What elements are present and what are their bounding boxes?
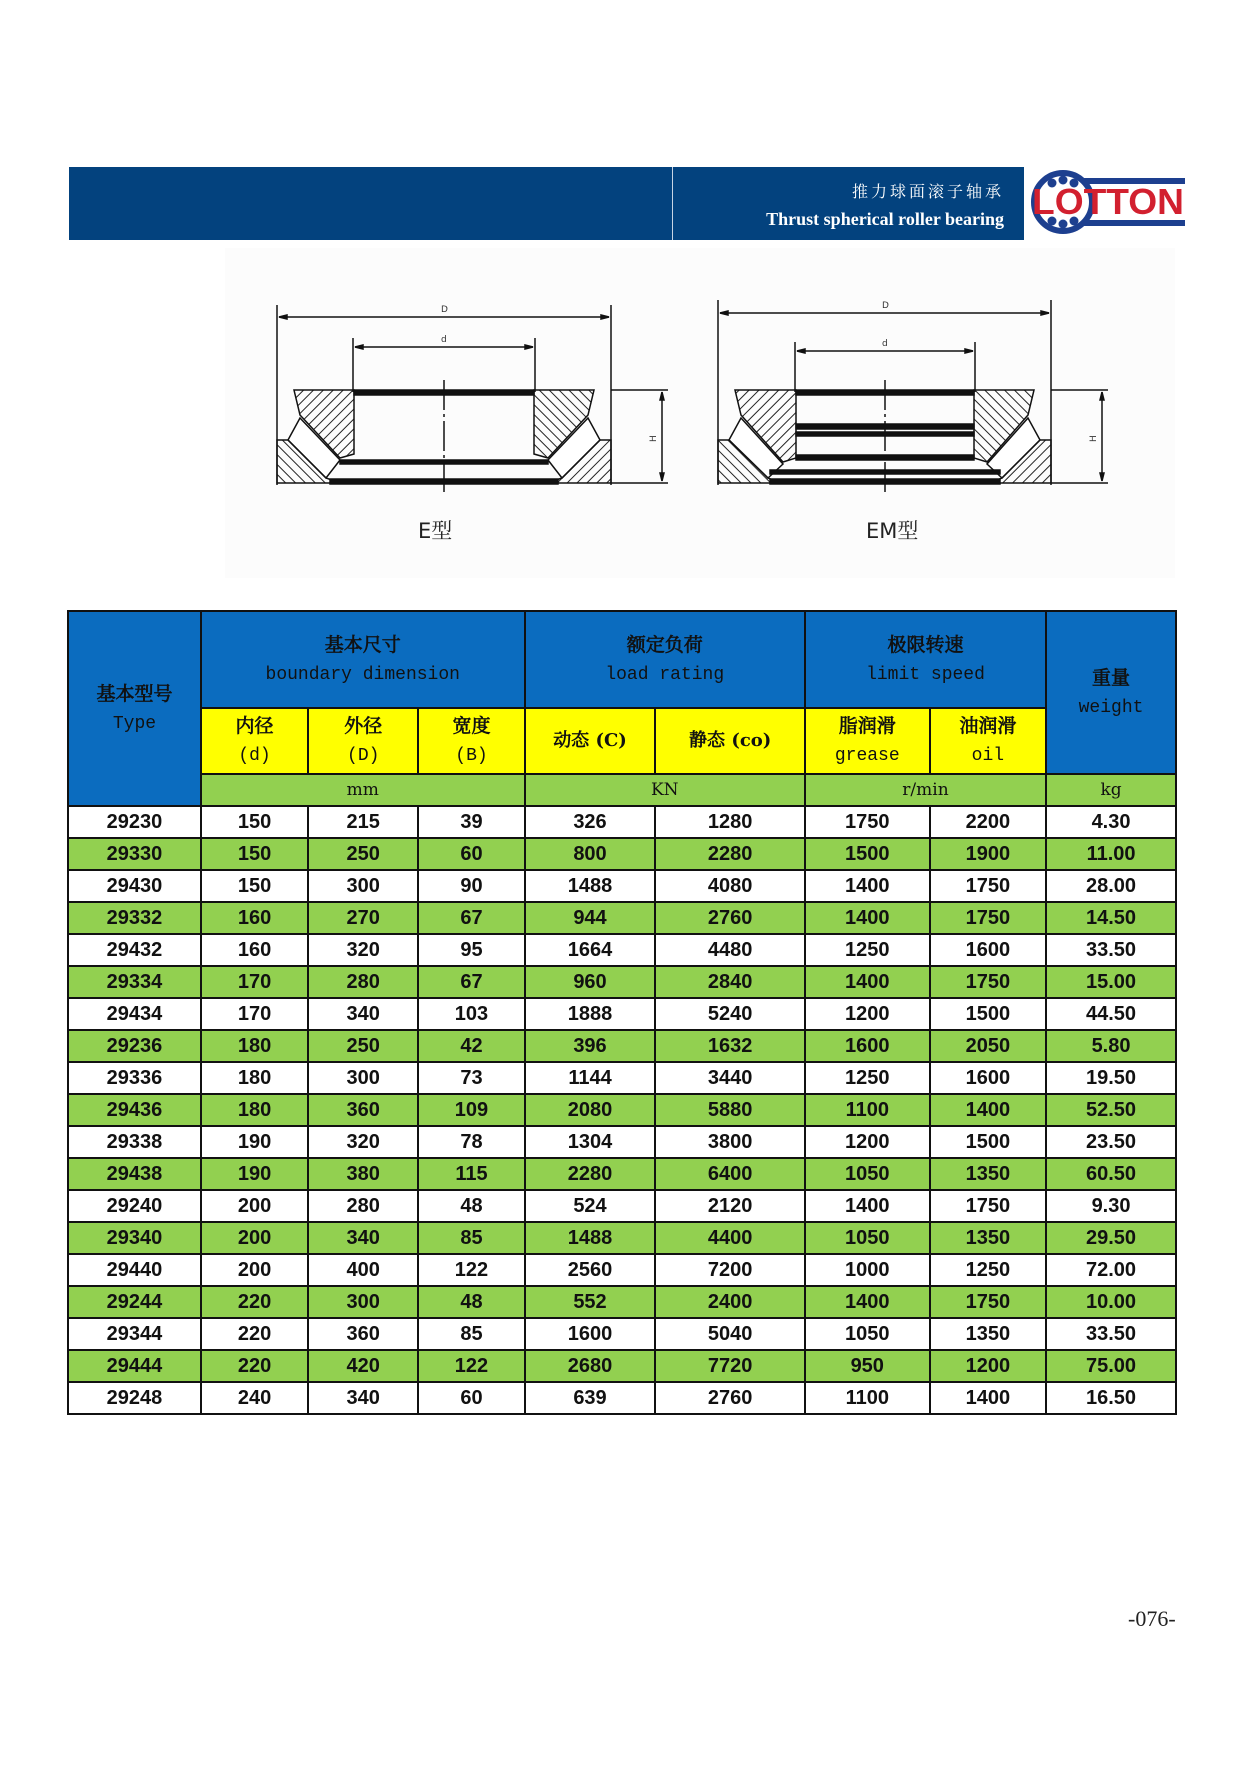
cell-dynamic-load: 1488 <box>525 1222 656 1254</box>
cell-inner-d: 170 <box>201 998 308 1030</box>
cell-static-load: 2280 <box>655 838 804 870</box>
cell-dynamic-load: 800 <box>525 838 656 870</box>
cell-weight: 72.00 <box>1046 1254 1176 1286</box>
table-row <box>68 1222 1176 1254</box>
cell-inner-d: 240 <box>201 1382 308 1414</box>
cell-static-load: 2760 <box>655 902 804 934</box>
col-header-oil-en: oil <box>971 746 1005 766</box>
cell-weight: 15.00 <box>1046 966 1176 998</box>
cell-grease-speed: 1000 <box>805 1254 930 1286</box>
cell-dynamic-load: 1888 <box>525 998 656 1030</box>
table-row <box>68 1158 1176 1190</box>
col-header-dynamic-label: 动态 (C) <box>553 730 627 751</box>
em-dim-H-label: H <box>1089 435 1099 442</box>
cell-weight: 23.50 <box>1046 1126 1176 1158</box>
cell-oil-speed: 1750 <box>930 902 1046 934</box>
e-dim-d-label: d <box>441 335 447 345</box>
cell-oil-speed: 1500 <box>930 998 1046 1030</box>
cell-outer-D: 420 <box>308 1350 418 1382</box>
cell-type: 29436 <box>68 1094 201 1126</box>
cell-static-load: 7200 <box>655 1254 804 1286</box>
cell-type: 29434 <box>68 998 201 1030</box>
cell-width-B: 60 <box>418 838 524 870</box>
cell-width-B: 78 <box>418 1126 524 1158</box>
cell-width-B: 95 <box>418 934 524 966</box>
cell-outer-D: 360 <box>308 1094 418 1126</box>
cell-width-B: 60 <box>418 1382 524 1414</box>
weight-header-cn: 重量 <box>1092 666 1131 689</box>
speed-header <box>805 611 1046 708</box>
cell-grease-speed: 1400 <box>805 966 930 998</box>
cell-width-B: 115 <box>418 1158 524 1190</box>
cell-weight: 75.00 <box>1046 1350 1176 1382</box>
cell-type: 29338 <box>68 1126 201 1158</box>
cell-dynamic-load: 1304 <box>525 1126 656 1158</box>
cell-dynamic-load: 326 <box>525 806 656 838</box>
type-header <box>68 611 201 806</box>
cell-dynamic-load: 944 <box>525 902 656 934</box>
cell-outer-D: 280 <box>308 1190 418 1222</box>
cell-oil-speed: 1600 <box>930 934 1046 966</box>
table-row <box>68 806 1176 838</box>
table-row <box>68 966 1176 998</box>
cell-type: 29438 <box>68 1158 201 1190</box>
boundary-header-en: boundary dimension <box>265 664 460 685</box>
cell-outer-D: 215 <box>308 806 418 838</box>
col-header-d <box>201 708 308 774</box>
cell-outer-D: 320 <box>308 934 418 966</box>
cell-width-B: 73 <box>418 1062 524 1094</box>
weight-header-en: weight <box>1078 697 1144 718</box>
cell-type: 29340 <box>68 1222 201 1254</box>
col-header-dynamic <box>525 708 656 774</box>
cell-inner-d: 190 <box>201 1126 308 1158</box>
cell-width-B: 85 <box>418 1222 524 1254</box>
cell-type: 29330 <box>68 838 201 870</box>
col-header-d-cn: 内径 <box>235 715 274 737</box>
table-row <box>68 1382 1176 1414</box>
col-header-static <box>655 708 804 774</box>
cell-weight: 33.50 <box>1046 1318 1176 1350</box>
cell-grease-speed: 1250 <box>805 1062 930 1094</box>
cell-weight: 28.00 <box>1046 870 1176 902</box>
page-number: -076- <box>1128 1606 1176 1631</box>
table-row <box>68 1094 1176 1126</box>
em-dim-d-label: d <box>882 339 888 349</box>
unit-mm: mm <box>201 774 525 806</box>
cell-weight: 11.00 <box>1046 838 1176 870</box>
cell-width-B: 109 <box>418 1094 524 1126</box>
cell-outer-D: 300 <box>308 1286 418 1318</box>
e-dim-H-label: H <box>649 435 659 442</box>
cell-outer-D: 360 <box>308 1318 418 1350</box>
table-row <box>68 934 1176 966</box>
cell-grease-speed: 1750 <box>805 806 930 838</box>
boundary-header-cn: 基本尺寸 <box>324 633 401 656</box>
cell-grease-speed: 1400 <box>805 1190 930 1222</box>
cell-outer-D: 300 <box>308 870 418 902</box>
cell-oil-speed: 1750 <box>930 966 1046 998</box>
cell-inner-d: 200 <box>201 1222 308 1254</box>
cell-static-load: 1280 <box>655 806 804 838</box>
table-row <box>68 1030 1176 1062</box>
table-row <box>68 998 1176 1030</box>
cell-grease-speed: 1050 <box>805 1318 930 1350</box>
cell-oil-speed: 1350 <box>930 1318 1046 1350</box>
cell-oil-speed: 1200 <box>930 1350 1046 1382</box>
cell-static-load: 1632 <box>655 1030 804 1062</box>
cell-dynamic-load: 1488 <box>525 870 656 902</box>
cell-inner-d: 180 <box>201 1062 308 1094</box>
cell-outer-D: 340 <box>308 1222 418 1254</box>
cell-grease-speed: 1100 <box>805 1382 930 1414</box>
cell-oil-speed: 1350 <box>930 1158 1046 1190</box>
cell-static-load: 2400 <box>655 1286 804 1318</box>
cell-static-load: 7720 <box>655 1350 804 1382</box>
cell-grease-speed: 950 <box>805 1350 930 1382</box>
type-header-en: Type <box>112 713 157 734</box>
e-type-label: E型 <box>418 519 453 543</box>
bearing-drawings-svg <box>0 0 1241 600</box>
cell-inner-d: 220 <box>201 1286 308 1318</box>
col-header-static-label: 静态 (co) <box>689 730 772 751</box>
col-header-grease <box>805 708 930 774</box>
cell-inner-d: 160 <box>201 902 308 934</box>
cell-width-B: 67 <box>418 902 524 934</box>
cell-dynamic-load: 2680 <box>525 1350 656 1382</box>
cell-type: 29332 <box>68 902 201 934</box>
cell-weight: 29.50 <box>1046 1222 1176 1254</box>
title-english: Thrust spherical roller bearing <box>766 209 1004 229</box>
cell-grease-speed: 1400 <box>805 902 930 934</box>
cell-grease-speed: 1600 <box>805 1030 930 1062</box>
cell-grease-speed: 1100 <box>805 1094 930 1126</box>
cell-inner-d: 180 <box>201 1030 308 1062</box>
cell-dynamic-load: 1664 <box>525 934 656 966</box>
unit-rpm: r/min <box>805 774 1046 806</box>
cell-type: 29236 <box>68 1030 201 1062</box>
col-header-grease-cn: 脂润滑 <box>838 715 896 737</box>
cell-grease-speed: 1200 <box>805 1126 930 1158</box>
cell-type: 29248 <box>68 1382 201 1414</box>
cell-inner-d: 150 <box>201 838 308 870</box>
cell-type: 29230 <box>68 806 201 838</box>
cell-type: 29444 <box>68 1350 201 1382</box>
cell-oil-speed: 1350 <box>930 1222 1046 1254</box>
col-header-d-sym: (d) <box>238 746 271 766</box>
cell-oil-speed: 2200 <box>930 806 1046 838</box>
cell-inner-d: 160 <box>201 934 308 966</box>
cell-outer-D: 340 <box>308 1382 418 1414</box>
cell-oil-speed: 1250 <box>930 1254 1046 1286</box>
cell-oil-speed: 1750 <box>930 870 1046 902</box>
speed-header-en: limit speed <box>866 664 985 685</box>
cell-type: 29334 <box>68 966 201 998</box>
col-header-B-cn: 宽度 <box>452 715 491 737</box>
cell-grease-speed: 1200 <box>805 998 930 1030</box>
cell-inner-d: 220 <box>201 1350 308 1382</box>
cell-oil-speed: 1750 <box>930 1190 1046 1222</box>
cell-dynamic-load: 396 <box>525 1030 656 1062</box>
cell-oil-speed: 1750 <box>930 1286 1046 1318</box>
cell-weight: 14.50 <box>1046 902 1176 934</box>
cell-inner-d: 200 <box>201 1254 308 1286</box>
em-type-label: EM型 <box>866 519 919 543</box>
col-header-grease-en: grease <box>834 746 900 766</box>
cell-inner-d: 220 <box>201 1318 308 1350</box>
cell-static-load: 4400 <box>655 1222 804 1254</box>
em-dim-D-label: D <box>882 301 889 311</box>
cell-grease-speed: 1400 <box>805 870 930 902</box>
cell-static-load: 5880 <box>655 1094 804 1126</box>
cell-outer-D: 250 <box>308 838 418 870</box>
col-header-oil <box>930 708 1046 774</box>
cell-static-load: 4080 <box>655 870 804 902</box>
cell-width-B: 85 <box>418 1318 524 1350</box>
weight-header <box>1046 611 1176 774</box>
cell-weight: 44.50 <box>1046 998 1176 1030</box>
cell-width-B: 48 <box>418 1190 524 1222</box>
table-row <box>68 1126 1176 1158</box>
load-header-en: load rating <box>605 664 725 685</box>
col-header-D-sym: (D) <box>347 746 380 766</box>
cell-dynamic-load: 639 <box>525 1382 656 1414</box>
cell-type: 29432 <box>68 934 201 966</box>
cell-static-load: 5040 <box>655 1318 804 1350</box>
cell-dynamic-load: 1600 <box>525 1318 656 1350</box>
cell-dynamic-load: 1144 <box>525 1062 656 1094</box>
col-header-B <box>418 708 524 774</box>
cell-inner-d: 150 <box>201 870 308 902</box>
table-body <box>68 806 1176 1414</box>
cell-outer-D: 270 <box>308 902 418 934</box>
cell-width-B: 122 <box>418 1254 524 1286</box>
cell-width-B: 67 <box>418 966 524 998</box>
cell-oil-speed: 1600 <box>930 1062 1046 1094</box>
table-row <box>68 1318 1176 1350</box>
cell-inner-d: 190 <box>201 1158 308 1190</box>
cell-weight: 4.30 <box>1046 806 1176 838</box>
cell-static-load: 5240 <box>655 998 804 1030</box>
cell-grease-speed: 1400 <box>805 1286 930 1318</box>
speed-header-cn: 极限转速 <box>887 633 964 656</box>
e-type-drawing <box>277 305 668 496</box>
cell-inner-d: 180 <box>201 1094 308 1126</box>
type-header-cn: 基本型号 <box>96 682 173 705</box>
cell-oil-speed: 1500 <box>930 1126 1046 1158</box>
cell-weight: 9.30 <box>1046 1190 1176 1222</box>
cell-width-B: 103 <box>418 998 524 1030</box>
cell-dynamic-load: 2280 <box>525 1158 656 1190</box>
load-header-cn: 额定负荷 <box>626 633 703 656</box>
cell-dynamic-load: 2080 <box>525 1094 656 1126</box>
cell-static-load: 2760 <box>655 1382 804 1414</box>
cell-outer-D: 300 <box>308 1062 418 1094</box>
cell-weight: 10.00 <box>1046 1286 1176 1318</box>
table-row <box>68 1350 1176 1382</box>
cell-type: 29440 <box>68 1254 201 1286</box>
cell-oil-speed: 1900 <box>930 838 1046 870</box>
cell-weight: 5.80 <box>1046 1030 1176 1062</box>
logo-wordmark: LOTTON <box>1032 181 1184 222</box>
boundary-header <box>201 611 525 708</box>
cell-inner-d: 200 <box>201 1190 308 1222</box>
e-dim-D-label: D <box>441 305 448 315</box>
table-row <box>68 1062 1176 1094</box>
cell-type: 29430 <box>68 870 201 902</box>
table-row <box>68 838 1176 870</box>
cell-type: 29240 <box>68 1190 201 1222</box>
cell-static-load: 2120 <box>655 1190 804 1222</box>
cell-static-load: 3440 <box>655 1062 804 1094</box>
table-row <box>68 902 1176 934</box>
cell-dynamic-load: 524 <box>525 1190 656 1222</box>
cell-width-B: 39 <box>418 806 524 838</box>
em-type-drawing <box>718 300 1108 496</box>
cell-outer-D: 320 <box>308 1126 418 1158</box>
cell-width-B: 48 <box>418 1286 524 1318</box>
cell-oil-speed: 1400 <box>930 1094 1046 1126</box>
cell-inner-d: 150 <box>201 806 308 838</box>
load-header <box>525 611 805 708</box>
cell-outer-D: 380 <box>308 1158 418 1190</box>
cell-type: 29244 <box>68 1286 201 1318</box>
cell-weight: 16.50 <box>1046 1382 1176 1414</box>
cell-outer-D: 250 <box>308 1030 418 1062</box>
title-chinese: 推力球面滚子轴承 <box>851 182 1004 201</box>
cell-outer-D: 280 <box>308 966 418 998</box>
cell-type: 29344 <box>68 1318 201 1350</box>
table-row <box>68 1190 1176 1222</box>
cell-inner-d: 170 <box>201 966 308 998</box>
cell-static-load: 2840 <box>655 966 804 998</box>
unit-kg: kg <box>1046 774 1176 806</box>
cell-dynamic-load: 2560 <box>525 1254 656 1286</box>
cell-oil-speed: 1400 <box>930 1382 1046 1414</box>
col-header-B-sym: (B) <box>455 746 488 766</box>
cell-dynamic-load: 960 <box>525 966 656 998</box>
cell-width-B: 42 <box>418 1030 524 1062</box>
cell-weight: 33.50 <box>1046 934 1176 966</box>
unit-kn: KN <box>525 774 805 806</box>
cell-width-B: 90 <box>418 870 524 902</box>
cell-weight: 60.50 <box>1046 1158 1176 1190</box>
cell-dynamic-load: 552 <box>525 1286 656 1318</box>
cell-grease-speed: 1050 <box>805 1222 930 1254</box>
col-header-D-cn: 外径 <box>344 715 383 737</box>
cell-grease-speed: 1250 <box>805 934 930 966</box>
table-row <box>68 1286 1176 1318</box>
col-header-D <box>308 708 418 774</box>
cell-width-B: 122 <box>418 1350 524 1382</box>
cell-weight: 52.50 <box>1046 1094 1176 1126</box>
cell-static-load: 4480 <box>655 934 804 966</box>
cell-weight: 19.50 <box>1046 1062 1176 1094</box>
cell-grease-speed: 1500 <box>805 838 930 870</box>
cell-oil-speed: 2050 <box>930 1030 1046 1062</box>
cell-static-load: 6400 <box>655 1158 804 1190</box>
cell-static-load: 3800 <box>655 1126 804 1158</box>
bearing-spec-table <box>67 610 1177 1415</box>
table-row <box>68 870 1176 902</box>
cell-grease-speed: 1050 <box>805 1158 930 1190</box>
cell-outer-D: 340 <box>308 998 418 1030</box>
cell-outer-D: 400 <box>308 1254 418 1286</box>
table-row <box>68 1254 1176 1286</box>
cell-type: 29336 <box>68 1062 201 1094</box>
col-header-oil-cn: 油润滑 <box>959 715 1017 737</box>
